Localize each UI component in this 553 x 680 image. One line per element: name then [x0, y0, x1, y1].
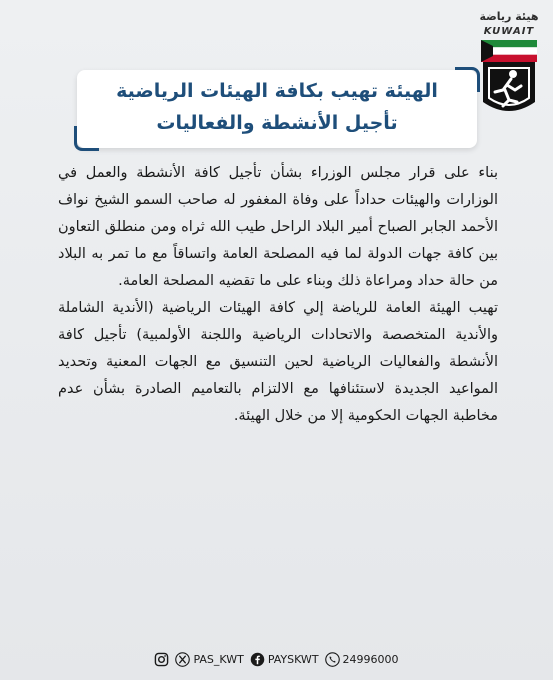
- instagram-icon: [154, 652, 169, 667]
- x-link[interactable]: [175, 652, 243, 667]
- instagram-link[interactable]: [154, 652, 169, 667]
- title-line-1: الهيئة تهيب بكافة الهيئات الرياضية: [116, 80, 438, 102]
- title-box: [77, 70, 477, 148]
- title-line-2: تأجيل الأنشطة والفعاليات: [156, 112, 398, 134]
- contact-footer: [0, 646, 553, 672]
- pas-kuwait-logo: [479, 10, 539, 120]
- runner-emblem-icon: [481, 62, 537, 118]
- x-icon: [175, 652, 190, 667]
- phone-number: 24996000: [342, 652, 399, 666]
- logo-latin-text: KUWAIT: [483, 26, 535, 37]
- body-paragraph-1: بناء على قرار مجلس الوزراء بشأن تأجيل كافة الأنشطة والعمل في الوزارات والهيئات حداداً على وفاة المغفور له صاحب السمو الشيخ نواف الأحمد الجابر الصباح أمير البلاد الراحل طيب الله ثراه ومن منطلق التعاون بين كافة جهات الدولة لما فيه المصلحة العامة واتساقاً مع ما تمر به البلاد من حالة حداد ومراعاة ذلك وبناء على ما تقضيه المصلحة العامة.: [58, 165, 498, 289]
- facebook-link[interactable]: [250, 652, 319, 667]
- phone-link[interactable]: [325, 652, 399, 667]
- kuwait-flag-icon: [481, 40, 537, 62]
- facebook-handle: PAYSKWT: [267, 652, 319, 666]
- logo-arabic-text: هيئة رياضة: [479, 10, 539, 23]
- facebook-icon: [250, 652, 265, 667]
- x-handle: PAS_KWT: [193, 652, 244, 666]
- announcement-body: [58, 160, 498, 430]
- body-paragraph-2: تهيب الهيئة العامة للرياضة إلي كافة الهيئات الرياضية (الأندية الشاملة والأندية المتخصصة والاتحادات الرياضية واللجنة الأولمبية) تأجيل كافة الأنشطة والفعاليات الرياضية لحين التنسيق مع الجهات المعنية وتحديد المواعيد الجديدة لاستئنافها مع الالتزام بالتعاميم الصادرة بشأن عدم مخاطبة الجهات الحكومية إلا من خلال الهيئة.: [58, 300, 498, 424]
- phone-icon: [325, 652, 340, 667]
